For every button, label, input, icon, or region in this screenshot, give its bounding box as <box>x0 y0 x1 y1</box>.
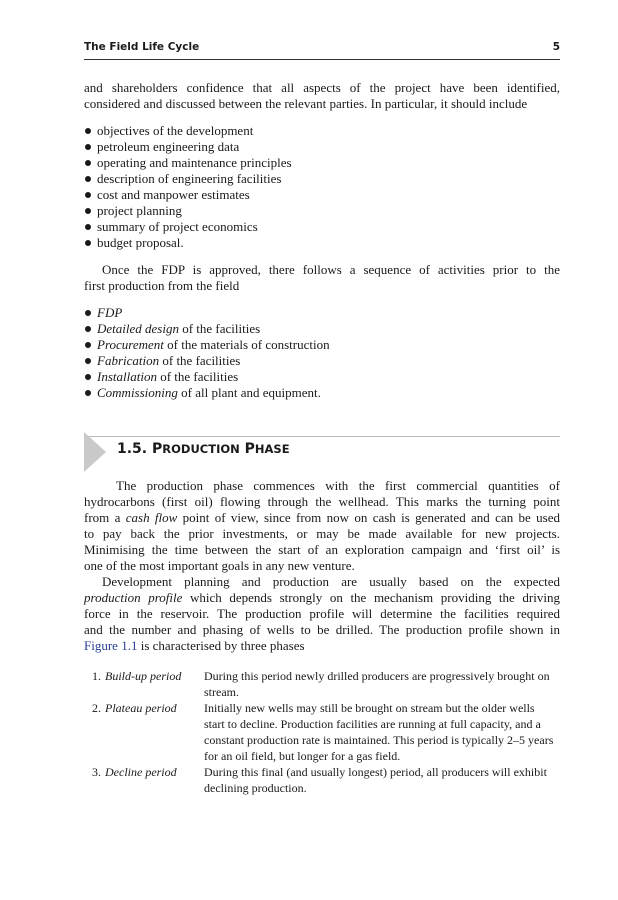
paragraph-line: force in the reservoir. The production profile will determine the facilities required <box>84 606 560 621</box>
phase-number: 1. <box>92 669 101 683</box>
paragraph-line: Figure 1.1 is characterised by three phases <box>84 638 305 653</box>
phase-description: During this period newly drilled producers are progressively brought on stream. <box>204 669 550 699</box>
running-title: The Field Life Cycle <box>84 41 200 53</box>
running-header <box>84 41 560 60</box>
list-item <box>84 353 330 369</box>
list-item <box>84 321 330 337</box>
phase-number: 2. <box>92 701 101 715</box>
activity-term: Commissioning <box>97 385 178 400</box>
paragraph-line: Development planning and production are usually based on the expected <box>102 574 560 589</box>
paragraph-line: and shareholders confidence that all aspects of the project have been identified, <box>84 80 560 95</box>
paragraph-line: considered and discussed between the relevant parties. In particular, it should include <box>84 96 528 111</box>
paragraph-line: Once the FDP is approved, there follows a sequence of activities prior to the <box>102 262 560 277</box>
paragraph-line: from a cash flow point of view, since from now on cash is generated and can be used <box>84 510 560 525</box>
emphasis-term: cash flow <box>125 510 178 525</box>
activity-text: of all plant and equipment. <box>177 385 321 400</box>
section-number: 1.5. <box>117 441 148 457</box>
activities-list <box>84 305 330 401</box>
emphasis-term: production profile <box>84 590 183 605</box>
figure-link[interactable]: Figure 1.1 <box>84 638 138 653</box>
paragraph-line: Minimising the time between the start of an exploration campaign and ‘first oil’ is <box>84 542 560 557</box>
list-item: project planning <box>84 203 292 219</box>
activity-term: Fabrication <box>97 353 160 368</box>
section-rule <box>84 436 560 437</box>
paragraph-line: production profile which depends strongly on the mechanism providing the driving <box>84 590 560 605</box>
activity-text: of the facilities <box>156 369 239 384</box>
activity-term: Procurement <box>97 337 164 352</box>
phase-description: Initially new wells may still be brought on stream but the older wells start to decline. Production facilities are running at full capacity, and a constant production rate is maintained. This period is typically 2–5 years for an oil field, but longer for a gas field. <box>204 701 554 763</box>
paragraph-line: to pay back the prior investments, or may be made available for new projects. <box>84 526 560 541</box>
section-heading <box>117 441 290 457</box>
list-item: cost and manpower estimates <box>84 187 292 203</box>
list-item <box>84 385 330 401</box>
section-arrow-icon <box>84 432 106 472</box>
list-item: petroleum engineering data <box>84 139 292 155</box>
phase-name: Decline period <box>105 765 177 779</box>
page-number: 5 <box>552 41 560 53</box>
paragraph-line: first production from the field <box>84 278 240 293</box>
list-item: objectives of the development <box>84 123 292 139</box>
list-item: operating and maintenance principles <box>84 155 292 171</box>
activity-term: FDP <box>97 305 123 320</box>
phase-name: Build-up period <box>105 669 182 683</box>
phase-number: 3. <box>92 765 101 779</box>
list-item <box>84 337 330 353</box>
activity-term: Detailed design <box>97 321 179 336</box>
section-title-word: PRODUCTION <box>152 441 240 457</box>
paragraph-line: and the number and phasing of wells to be drilled. The production profile shown in <box>84 622 560 637</box>
list-item <box>84 305 330 321</box>
paragraph-line: one of the most important goals in any new venture. <box>84 558 355 573</box>
list-item: summary of project economics <box>84 219 292 235</box>
phase-description: During this final (and usually longest) period, all producers will exhibit declining production. <box>204 765 547 795</box>
list-item: description of engineering facilities <box>84 171 292 187</box>
list-item: budget proposal. <box>84 235 292 251</box>
phase-name: Plateau period <box>105 701 177 715</box>
activity-text: of the facilities <box>159 353 241 368</box>
activity-term: Installation <box>97 369 157 384</box>
paragraph-line: The production phase commences with the first commercial quantities of <box>116 478 560 493</box>
fdp-contents-list <box>84 123 292 251</box>
activity-text: of the facilities <box>178 321 261 336</box>
activity-text: of the materials of construction <box>163 337 330 352</box>
paragraph-line: hydrocarbons (first oil) flowing through the wellhead. This marks the turning point <box>84 494 560 509</box>
section-title-word: PHASE <box>244 441 290 457</box>
list-item <box>84 369 330 385</box>
